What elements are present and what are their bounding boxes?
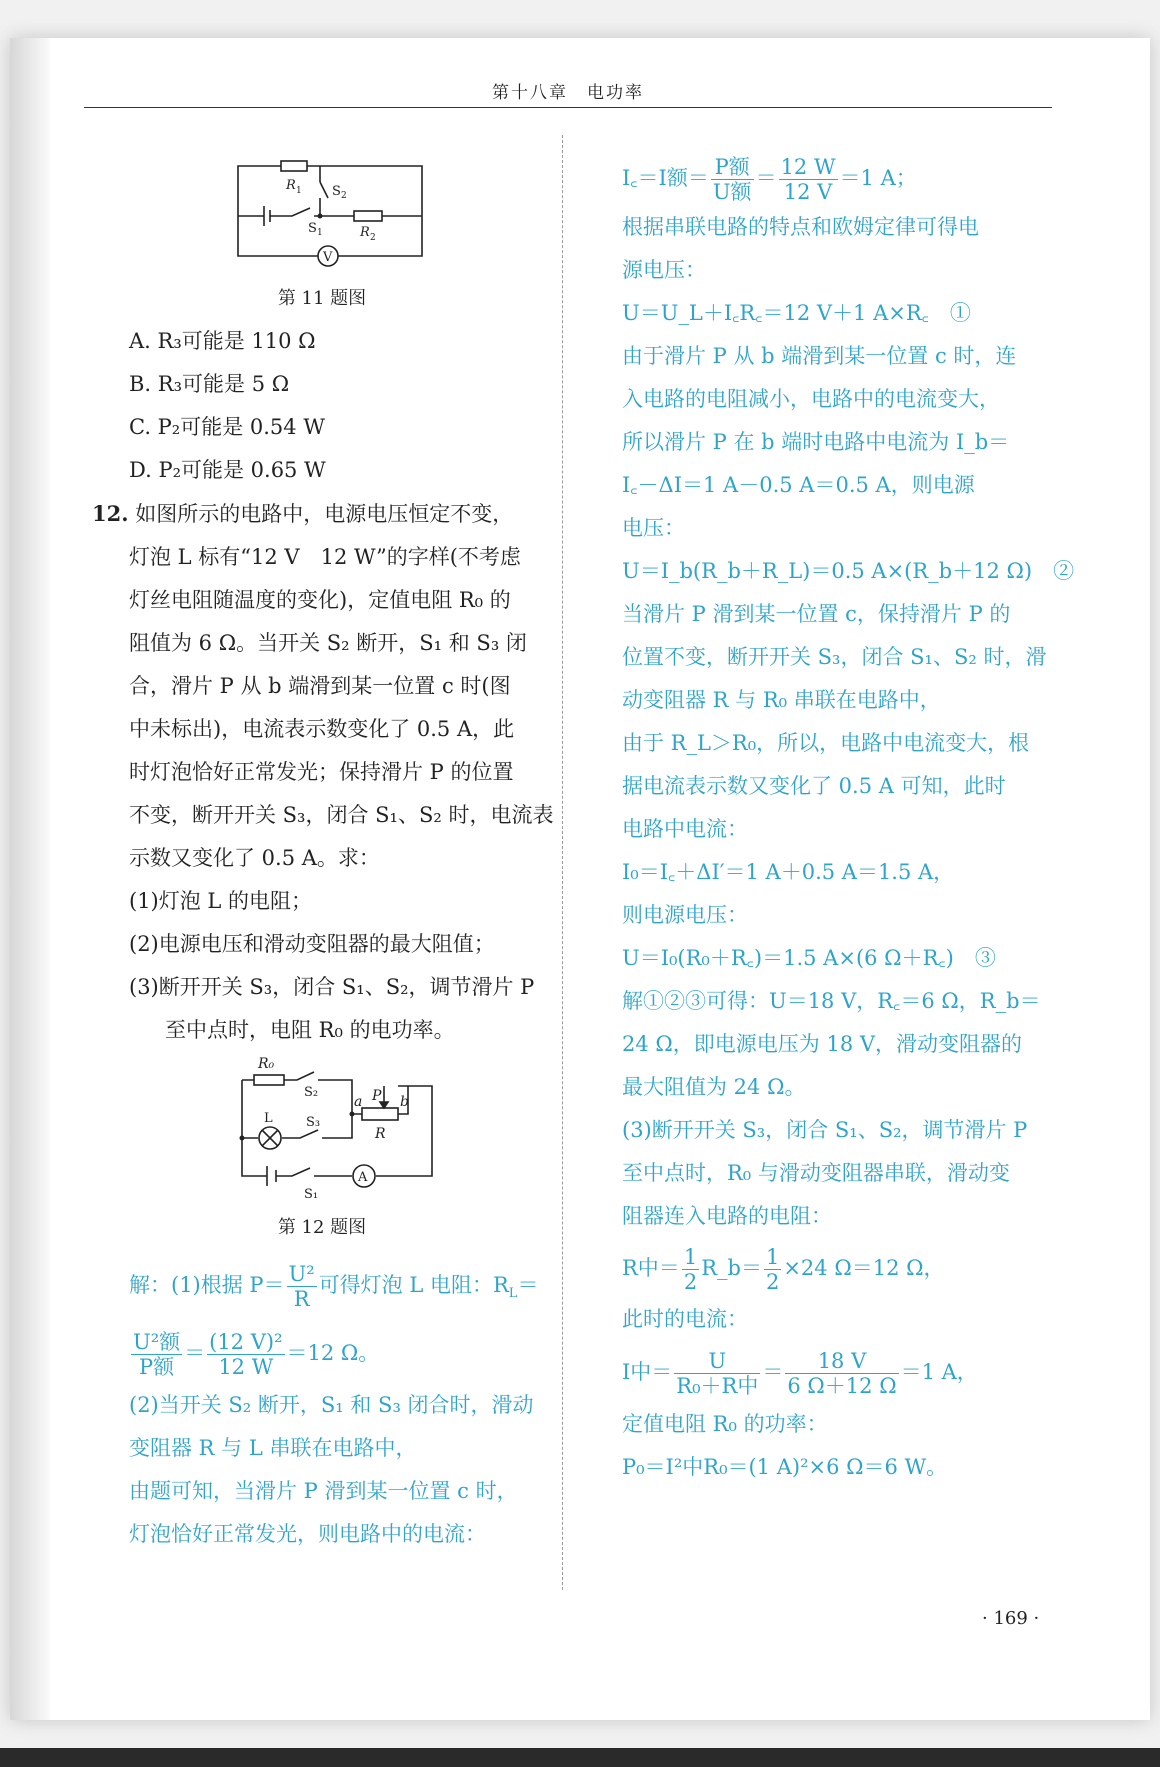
solution-right-line-6: I꜀－ΔI＝1 A－0.5 A＝0.5 A，则电源	[622, 473, 975, 497]
solution-right-power-label: 定值电阻 R₀ 的功率：	[622, 1412, 828, 1436]
solution-right-line-0: 根据串联电路的特点和欧姆定律可得电	[622, 215, 979, 239]
question-12-line-3: 阻值为 6 Ω。当开关 S₂ 断开，S₁ 和 S₃ 闭	[129, 631, 527, 655]
fig11-outer-wire	[238, 166, 422, 256]
solution-right-line-4: 入电路的电阻减小，电路中的电流变大，	[622, 387, 1000, 411]
chapter-header: 第十八章 电功率	[492, 83, 644, 103]
solution-right-line-8: U＝I_b(R_b＋R_L)＝0.5 A×(R_b＋12 Ω) ②	[622, 559, 1075, 583]
label-r: R	[375, 1126, 386, 1142]
solution-left-line-0: (2)当开关 S₂ 断开，S₁ 和 S₃ 闭合时，滑动	[129, 1393, 534, 1418]
question-12-sub-3b: 至中点时，电阻 R₀ 的电功率。	[165, 1018, 455, 1042]
right-column	[622, 150, 1075, 1489]
solution-left-line-1: 变阻器 R 与 L 串联在电路中，	[129, 1436, 417, 1461]
resistor-r1	[281, 161, 307, 171]
solution-right-final: P₀＝I²中R₀＝(1 A)²×6 Ω＝6 W。	[622, 1455, 948, 1479]
solution-left-line-2: 由题可知，当滑片 P 滑到某一位置 c 时，	[129, 1479, 518, 1504]
solution-formula-1: 解：(1)根据 P＝ $\frac{\text{U²}}{R}$ 可得灯泡 L 电阻：$R_L=$	[129, 1262, 539, 1311]
switch-s2-blade	[320, 182, 328, 198]
resistor-r0	[254, 1075, 284, 1085]
question-12-line-7: 不变，断开开关 S₃，闭合 S₁、S₂ 时，电流表	[129, 803, 554, 827]
fraction-12w-over-12v: $\frac{12 W}{12 V}$	[780, 155, 836, 204]
header-rule	[84, 107, 1052, 108]
question-12-line-5: 中未标出)，电流表示数变化了 0.5 A，此	[129, 717, 515, 741]
question-12-sub-1: (1)灯泡 L 的电阻；	[129, 889, 313, 913]
solution-right-line-21: (3)断开开关 S₃，闭合 S₁、S₂，调节滑片 P	[622, 1118, 1028, 1142]
solution-right-line-11: 动变阻器 R 与 R₀ 串联在电路中，	[622, 688, 941, 712]
question-12-line-1: 灯泡 L 标有“12 V 12 W”的字样(不考虑	[129, 545, 521, 569]
label-s1: S₁	[304, 1187, 319, 1202]
solution-left-line-3: 灯泡恰好正常发光，则电路中的电流：	[129, 1522, 486, 1547]
page-number: · 169 ·	[982, 1608, 1040, 1629]
option-b: B. R₃可能是 5 Ω	[129, 372, 290, 396]
fraction-one-half-b: $\frac{1}{2}$	[765, 1245, 780, 1294]
solution-right-line-16: 则电源电压：	[622, 903, 748, 927]
solution-formula-2: $\frac{\text{U²额}}{\text{P额}}$ ＝ $\frac{\text{(12 V)²}}{12 W}$ ＝12 Ω。	[133, 1330, 380, 1380]
solution-right-line-5: 所以滑片 P 在 b 端时电路中电流为 I_b＝	[622, 430, 1010, 454]
label-b: b	[400, 1094, 409, 1110]
option-d: D. P₂可能是 0.65 W	[129, 458, 326, 482]
option-c: C. P₂可能是 0.54 W	[129, 415, 325, 439]
figure-12-circuit	[92, 1056, 552, 1206]
fraction-12v-over-12w: $\frac{\text{(12 V)²}}{12 W}$	[209, 1330, 283, 1380]
solution-right-line-14: 电路中电流：	[622, 817, 748, 841]
label-voltmeter: V	[323, 250, 333, 265]
label-a: a	[354, 1094, 363, 1110]
label-ammeter: A	[358, 1170, 368, 1185]
solution-formula-half-r: R中＝ $\frac{1}{2}$ R_b＝ $\frac{1}{2}$ ×24 Ω＝12 Ω，	[622, 1245, 945, 1294]
svg-text:2: 2	[370, 233, 376, 243]
solution-right-line-15: I₀＝I꜀＋ΔI′＝1 A＋0.5 A＝1.5 A，	[622, 860, 955, 884]
solution-right-line-1: 源电压：	[622, 258, 706, 282]
question-12-sub-2: (2)电源电压和滑动变阻器的最大阻值；	[129, 932, 495, 956]
label-s2: S	[332, 184, 341, 199]
question-12-line-6: 时灯泡恰好正常发光；保持滑片 P 的位置	[129, 760, 514, 784]
figure-11-circuit	[92, 148, 552, 273]
solution-right-line-7: 电压：	[622, 516, 685, 540]
label-r0: R₀	[258, 1056, 275, 1072]
fraction-u2-over-r: $\frac{\text{U²}}{R}$	[288, 1262, 315, 1311]
question-12-line-4: 合，滑片 P 从 b 端滑到某一位置 c 时(图	[129, 674, 511, 698]
solution-right-line-19: 24 Ω，即电源电压为 18 V，滑动变阻器的	[622, 1032, 1023, 1056]
label-r2: R	[360, 225, 370, 240]
solution-right-line-12: 由于 R_L＞R₀，所以，电路中电流变大，根	[622, 731, 1030, 755]
svg-text:2: 2	[341, 191, 347, 201]
left-solution	[92, 1257, 552, 1556]
svg-text:1: 1	[296, 186, 302, 196]
question-12-line-2: 灯丝电阻随温度的变化)，定值电阻 R₀ 的	[129, 588, 511, 612]
page-spine-shadow	[10, 38, 50, 1720]
question-12-line-0: 12. 如图所示的电路中，电源电压恒定不变，	[92, 501, 514, 526]
solution-right-line-13: 据电流表示数又变化了 0.5 A 可知，此时	[622, 774, 1006, 798]
solution-formula-current-mid: I中＝ $\frac{U}{\text{R₀＋R中}}$ ＝ $\frac{18 V}{6 \Omega+12 \Omega}$ ＝1 A，	[622, 1349, 978, 1398]
label-s2: S₂	[304, 1085, 319, 1100]
option-a: A. R₃可能是 110 Ω	[129, 329, 316, 353]
solution-right-line-20: 最大阻值为 24 Ω。	[622, 1075, 806, 1099]
solution-right-line-9: 当滑片 P 滑到某一位置 c，保持滑片 P 的	[622, 602, 1011, 626]
rheostat-r	[362, 1108, 398, 1120]
fraction-u2-over-p: $\frac{\text{U²额}}{\text{P额}}$	[133, 1330, 181, 1380]
solution-right-line-23: 阻器连入电路的电阻：	[622, 1204, 832, 1228]
svg-text:1: 1	[317, 228, 323, 238]
column-divider	[562, 135, 563, 1590]
solution-right-line-17: U＝I₀(R₀＋R꜀)＝1.5 A×(6 Ω＋R꜀) ③	[622, 946, 996, 970]
solution-formula-current: I꜀＝I额＝ $\frac{\text{P额}}{\text{U额}}$ ＝ $\frac{12 W}{12 V}$ ＝1 A；	[622, 155, 917, 204]
question-12-line-8: 示数又变化了 0.5 A。求：	[129, 846, 380, 870]
fraction-18v-over-18ohm: $\frac{18 V}{6 \Omega+12 \Omega}$	[787, 1349, 897, 1398]
left-column	[92, 140, 552, 1556]
figure-12-caption: 第 12 题图	[277, 1217, 367, 1238]
fraction-p-over-u: $\frac{\text{P额}}{\text{U额}}$	[712, 155, 752, 204]
label-s3: S₃	[306, 1115, 321, 1130]
label-l: L	[264, 1111, 273, 1126]
label-s1: S	[308, 221, 317, 236]
resistor-r2	[354, 211, 382, 221]
solution-right-line-3: 由于滑片 P 从 b 端滑到某一位置 c 时，连	[622, 344, 1017, 368]
label-r1: R	[286, 178, 296, 193]
solution-right-line-18: 解①②③可得：U＝18 V，R꜀＝6 Ω，R_b＝	[622, 989, 1041, 1013]
question-12-sub-3a: (3)断开开关 S₃，闭合 S₁、S₂，调节滑片 P	[129, 975, 535, 999]
solution-right-current-label: 此时的电流：	[622, 1307, 748, 1331]
solution-right-line-2: U＝U_L＋I꜀R꜀＝12 V＋1 A×R꜀ ①	[622, 301, 971, 325]
solution-right-line-22: 至中点时，R₀ 与滑动变阻器串联，滑动变	[622, 1161, 1010, 1185]
figure-11-caption: 第 11 题图	[277, 288, 367, 309]
fraction-one-half-a: $\frac{1}{2}$	[683, 1245, 698, 1294]
question-12-number: 12.	[92, 501, 129, 526]
fraction-u-over-r-sum: $\frac{U}{\text{R₀＋R中}}$	[676, 1349, 759, 1398]
label-p: P	[372, 1088, 382, 1104]
solution-right-line-10: 位置不变，断开开关 S₃，闭合 S₁、S₂ 时，滑	[622, 645, 1047, 669]
bottom-bar	[0, 1748, 1160, 1767]
